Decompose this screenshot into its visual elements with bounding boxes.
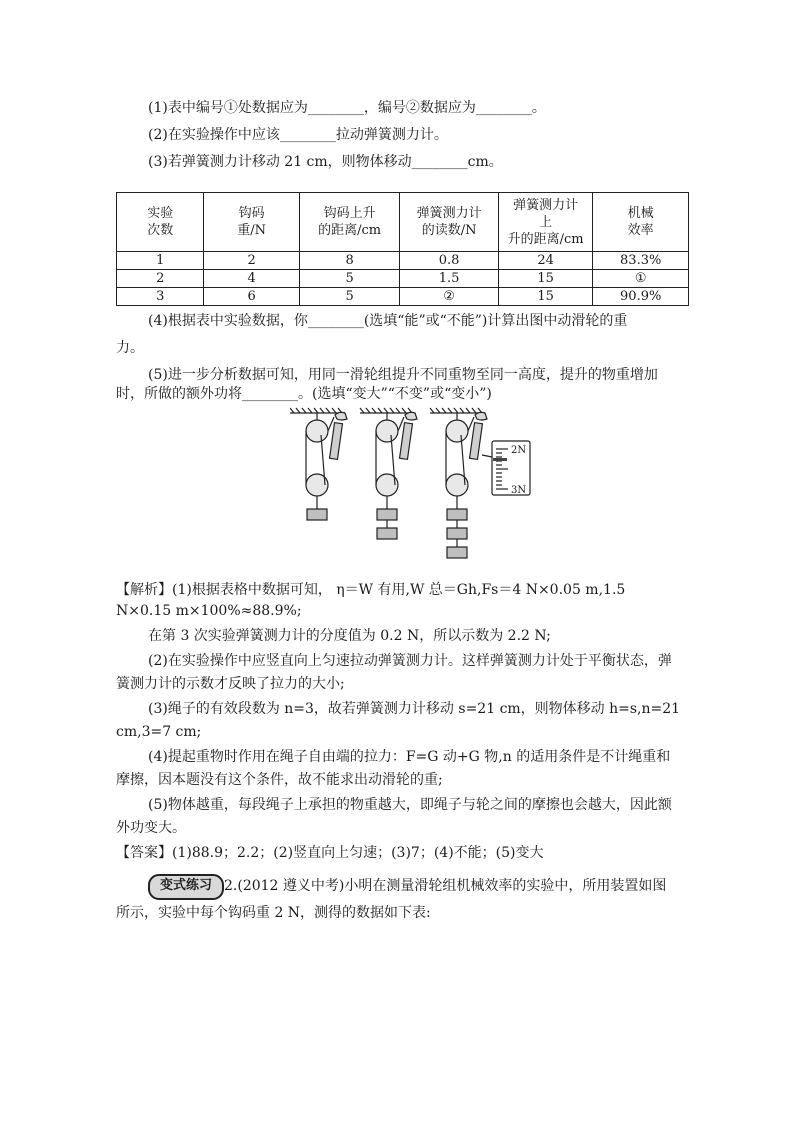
table-cell: 8	[299, 252, 400, 270]
header-reading: 弹簧测力计 的读数/N	[400, 193, 498, 252]
table-cell: 83.3%	[593, 252, 689, 270]
header-trial: 实验 次数	[117, 193, 204, 252]
header-height: 钩码上升 的距离/cm	[299, 193, 400, 252]
analysis-line: 外功变大。	[116, 820, 186, 836]
analysis-line: (4)提起重物时作用在绳子自由端的拉力：F=G 动+G 物,n 的适用条件是不计绳重和	[148, 749, 671, 765]
analysis-line: N×0.15 m×100%≈88.9%;	[116, 603, 302, 619]
table-cell: 5	[299, 288, 400, 306]
analysis-line: 簧测力计的示数才反映了拉力的大小;	[116, 676, 345, 692]
table-cell: 4	[204, 270, 299, 288]
data-table	[116, 192, 689, 306]
table-cell: 2	[204, 252, 299, 270]
scale-label-top: 2N	[511, 445, 527, 456]
question-5-cont: 时，所做的额外功将________。(选填“变大”“不变”或“变小”)	[116, 386, 492, 402]
table-cell: 90.9%	[593, 288, 689, 306]
scale-label-bottom: 3N	[511, 485, 527, 496]
analysis-line: cm,3=7 cm;	[116, 724, 202, 740]
table-row	[117, 270, 689, 288]
question-4: (4)根据表中实验数据，你________(选填“能”或“不能”)计算出图中动滑轮的重	[148, 313, 628, 329]
header-efficiency: 机械 效率	[593, 193, 689, 252]
question-5: (5)进一步分析数据可知，用同一滑轮组提升不同重物至同一高度，提升的物重增加	[148, 367, 658, 383]
table-row	[117, 252, 689, 270]
pulley-setup-3	[430, 408, 530, 558]
question-2: (2)在实验操作中应该________拉动弹簧测力计。	[148, 127, 448, 143]
table-cell: ②	[400, 288, 498, 306]
analysis-line: (3)绳子的有效段数为 n=3，故若弹簧测力计移动 s=21 cm，则物体移动 h=s,n=21	[148, 701, 681, 717]
header-weight: 钩码 重/N	[204, 193, 299, 252]
pulley-setup-2	[360, 408, 417, 539]
analysis-line: (5)物体越重，每段绳子上承担的物重越大，即绳子与轮之间的摩擦也会越大，因此额	[148, 797, 672, 813]
table-cell: 24	[498, 252, 593, 270]
question-4-cont: 力。	[116, 340, 144, 356]
analysis-line: 【解析】(1)根据表格中数据可知， η＝W 有用,W 总＝Gh,Fs＝4 N×0.05 m,1.5	[116, 582, 626, 598]
question-3: (3)若弹簧测力计移动 21 cm，则物体移动________cm。	[148, 154, 503, 170]
pulley-setup-1	[290, 408, 347, 520]
analysis-line: (2)在实验操作中应竖直向上匀速拉动弹簧测力计。这样弹簧测力计处于平衡状态，弹	[148, 653, 672, 669]
table-cell: 6	[204, 288, 299, 306]
table-header-row	[117, 193, 689, 252]
table-cell: 3	[117, 288, 204, 306]
exercise-line-2: 所示，实验中每个钩码重 2 N，测得的数据如下表:	[116, 905, 431, 921]
table-cell: 15	[498, 288, 593, 306]
analysis-line: 在第 3 次实验弹簧测力计的分度值为 0.2 N，所以示数为 2.2 N;	[148, 628, 551, 644]
header-distance: 弹簧测力计 上 升的距离/cm	[498, 193, 593, 252]
table-cell: 0.8	[400, 252, 498, 270]
question-1: (1)表中编号①处数据应为________，编号②数据应为________。	[148, 100, 546, 116]
table-cell: ①	[593, 270, 689, 288]
table-cell: 5	[299, 270, 400, 288]
table-cell: 15	[498, 270, 593, 288]
answer-line: 【答案】(1)88.9；2.2；(2)竖直向上匀速；(3)7；(4)不能；(5)变大	[116, 845, 544, 861]
table-row	[117, 288, 689, 306]
exercise-line-1: 2.(2012 遵义中考)小明在测量滑轮组机械效率的实验中，所用装置如图	[224, 878, 667, 894]
exercise-badge: 变式练习	[148, 874, 224, 900]
table-cell: 1.5	[400, 270, 498, 288]
table-cell: 1	[117, 252, 204, 270]
pulley-figure	[290, 405, 535, 570]
analysis-line: 摩擦，因本题没有这个条件，故不能求出动滑轮的重;	[116, 772, 443, 788]
table-cell: 2	[117, 270, 204, 288]
